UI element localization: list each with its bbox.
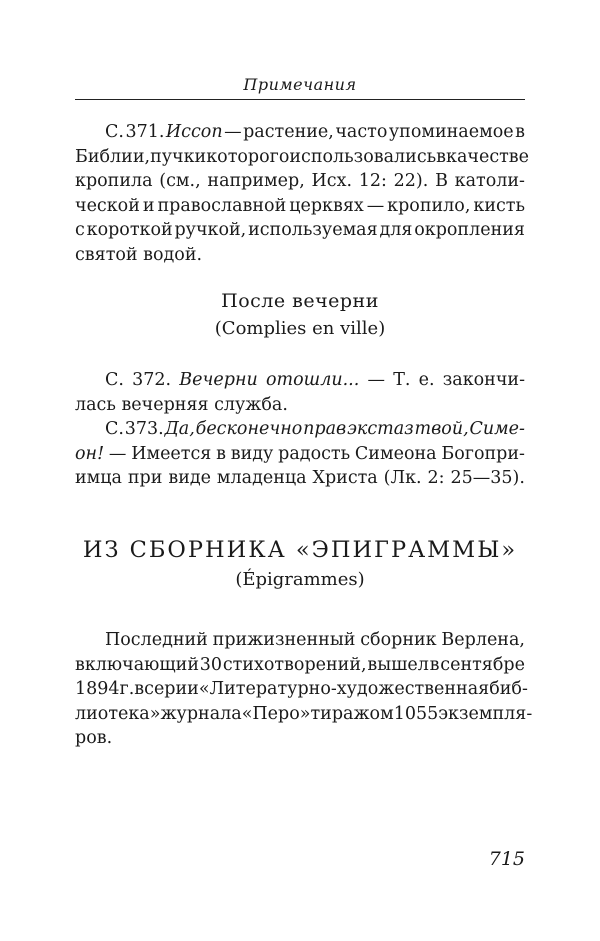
- header-rule: [75, 99, 525, 100]
- section-subtitle-complies: (Complies en ville): [214, 318, 386, 339]
- note-371-line-6: святой водой.: [75, 244, 203, 265]
- section-title-epigrammy: ИЗ СБОРНИКА «ЭПИГРАММЫ»: [82, 537, 518, 563]
- note-373-line-1: С. 373. Да, бесконечно прав экстаз твой, Симе-: [105, 419, 525, 440]
- notes-372-373: [75, 368, 525, 491]
- intro-paragraph: [75, 628, 533, 751]
- section-title-posle-vecherni: После вечерни: [221, 290, 379, 312]
- note-371-line-4: ческой и православной церквях — кропило, кисть: [75, 195, 525, 216]
- section-subtitle-epigrammes: (Épigrammes): [235, 569, 365, 590]
- note-373-line-2: он! — Имеется в виду радость Симеона Богопри-: [75, 443, 525, 464]
- intro-line-4: лиотека» журнала «Перо» тиражом 1055 экземпля-: [75, 703, 533, 724]
- intro-line-3: 1894 г. в серии «Литературно-художественная биб-: [75, 679, 528, 700]
- note-371-line-1: С. 371. Иссоп — растение, часто упоминаемое в: [105, 122, 525, 142]
- note-371-line-3: кропила (см., например, Исх. 12: 22). В католи-: [75, 171, 525, 192]
- note-371-line-5: с короткой ручкой, используемая для окропления: [75, 220, 525, 241]
- note-372-line-2: лась вечерняя служба.: [75, 394, 288, 415]
- running-head: Примечания: [243, 75, 357, 94]
- note-373-line-3: имца при виде младенца Христа (Лк. 2: 25—35).: [75, 468, 525, 489]
- note-371-line-2: Библии, пучки которого использовались в качестве: [75, 146, 530, 167]
- intro-line-2: включающий 30 стихотворений, вышел в сентябре: [75, 654, 525, 675]
- intro-line-5: ров.: [75, 728, 113, 749]
- note-372-line-1: С. 372. Вечерни отошли... — Т. е. закончи-: [105, 370, 525, 390]
- intro-line-1: Последний прижизненный сборник Верлена,: [105, 630, 525, 650]
- page-number: 715: [488, 848, 525, 870]
- note-371: [75, 120, 530, 268]
